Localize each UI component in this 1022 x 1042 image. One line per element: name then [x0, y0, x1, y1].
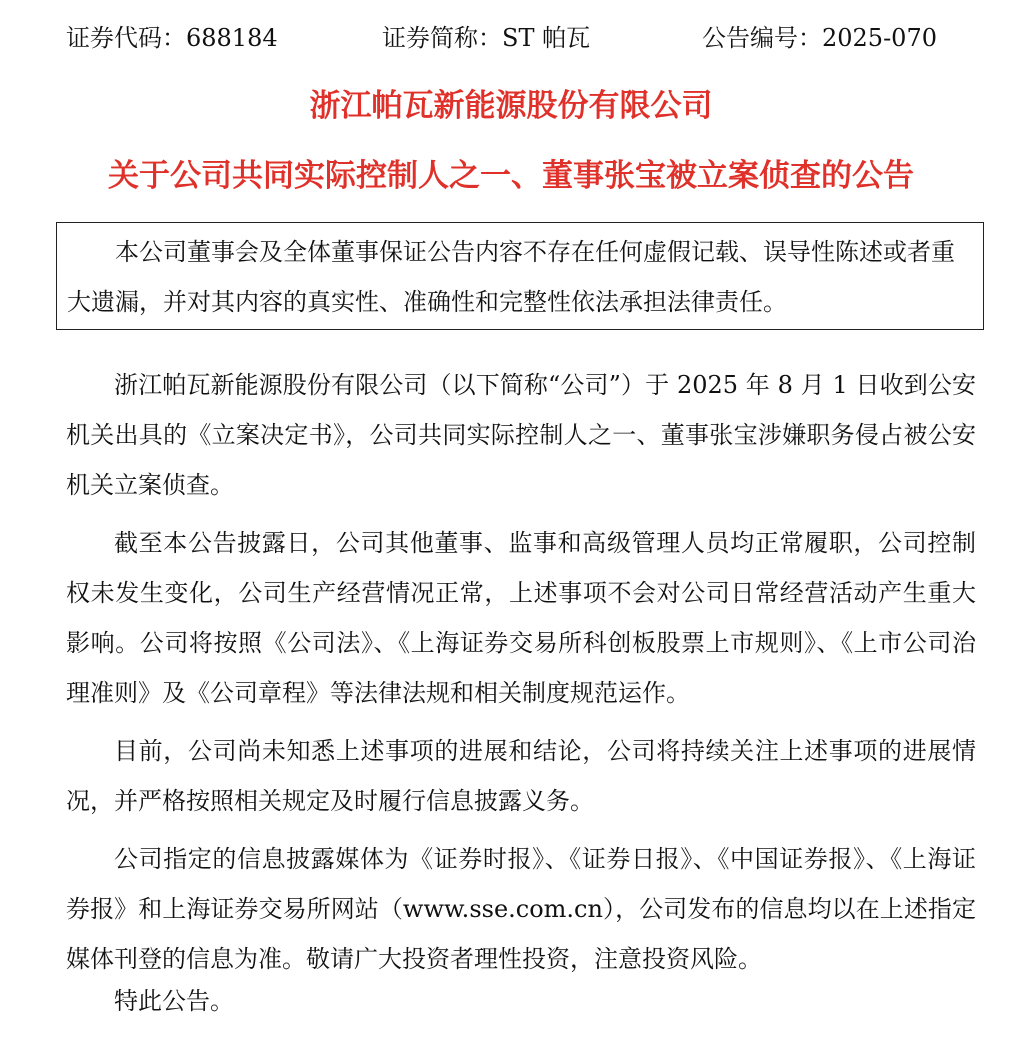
closing-statement: 特此公告。 [114, 987, 234, 1015]
stock-abbreviation: 证券简称：ST 帕瓦 [382, 24, 591, 52]
document-header [66, 20, 946, 56]
body-paragraph-2: 截至本公告披露日，公司其他董事、监事和高级管理人员均正常履职，公司控制权未发生变化，公司生产经营情况正常，上述事项不会对公司日常经营活动产生重大影响。公司将按照《公司法》、《上海证券交易所科创板股票上市规则》、《上市公司治理准则》及《公司章程》等法律法规和相关制度规范运作。 [66, 529, 976, 707]
notice-number: 公告编号：2025-070 [702, 24, 937, 52]
stock-code: 证券代码：688184 [66, 24, 278, 52]
company-title: 浙江帕瓦新能源股份有限公司 [309, 88, 713, 124]
body-paragraph-1: 浙江帕瓦新能源股份有限公司（以下简称“公司”）于 2025 年 8 月 1 日收到公安机关出具的《立案决定书》，公司共同实际控制人之一、董事张宝涉嫌职务侵占被公安机关立案侦查。 [66, 371, 976, 499]
body-paragraph-3: 目前，公司尚未知悉上述事项的进展和结论，公司将持续关注上述事项的进展情况，并严格按照相关规定及时履行信息披露义务。 [66, 737, 976, 815]
disclaimer-box: 本公司董事会及全体董事保证公告内容不存在任何虚假记载、误导性陈述或者重大遗漏，并对其内容的真实性、准确性和完整性依法承担法律责任。 [56, 222, 984, 330]
body-paragraph-4: 公司指定的信息披露媒体为《证券时报》、《证券日报》、《中国证券报》、《上海证券报》和上海证券交易所网站（www.sse.com.cn），公司发布的信息均以在上述指定媒体刊登的信息为准。敬请广大投资者理性投资，注意投资风险。 [66, 845, 976, 973]
notice-title: 关于公司共同实际控制人之一、董事张宝被立案侦查的公告 [108, 158, 914, 194]
announcement-body [66, 360, 976, 992]
